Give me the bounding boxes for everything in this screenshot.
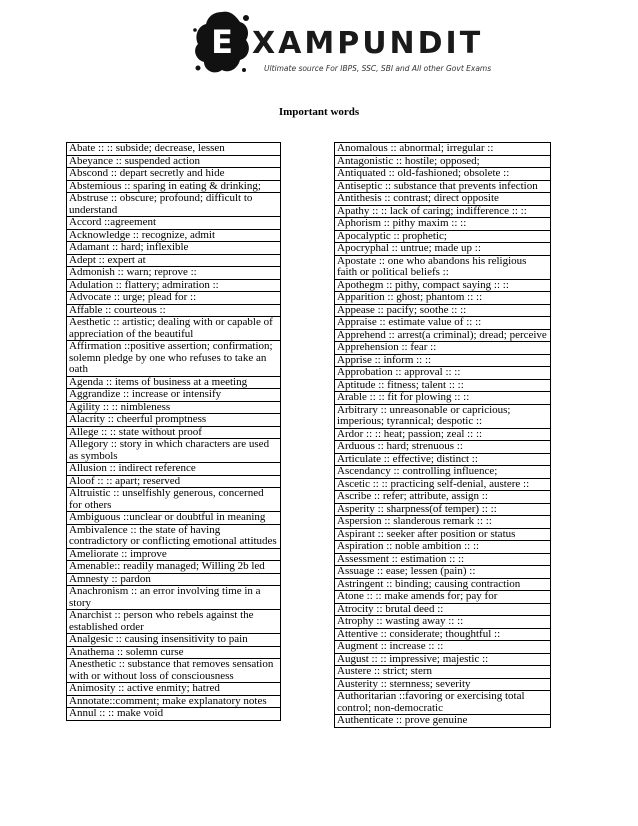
word-row bbox=[67, 683, 281, 696]
word-entry: Adept :: expert at bbox=[67, 254, 281, 267]
word-row bbox=[335, 691, 551, 715]
word-entry: Assessment :: estimation :: :: bbox=[335, 553, 551, 566]
word-row bbox=[67, 475, 281, 488]
word-row bbox=[67, 217, 281, 230]
word-entry: Aggrandize :: increase or intensify bbox=[67, 389, 281, 402]
word-row bbox=[335, 578, 551, 591]
word-entry: Adulation :: flattery; admiration :: bbox=[67, 279, 281, 292]
word-row bbox=[67, 586, 281, 610]
word-entry: Aspersion :: slanderous remark :: :: bbox=[335, 516, 551, 529]
word-row bbox=[67, 180, 281, 193]
word-entry: Atrocity :: brutal deed :: bbox=[335, 603, 551, 616]
word-entry: Abate :: :: subside; decrease, lessen bbox=[67, 143, 281, 156]
word-row bbox=[67, 389, 281, 402]
word-row bbox=[67, 426, 281, 439]
word-entry: Anesthetic :: substance that removes sensation with or without loss of consciousness bbox=[67, 659, 281, 683]
word-entry: Anarchist :: person who rebels against the established order bbox=[67, 610, 281, 634]
word-entry: Atrophy :: wasting away :: :: bbox=[335, 616, 551, 629]
word-row bbox=[335, 168, 551, 181]
word-entry: Animosity :: active enmity; hatred bbox=[67, 683, 281, 696]
word-entry: Austerity :: sternness; severity bbox=[335, 678, 551, 691]
word-row bbox=[67, 267, 281, 280]
word-row bbox=[335, 205, 551, 218]
word-row bbox=[335, 292, 551, 305]
word-row bbox=[67, 155, 281, 168]
word-entry: Allege :: :: state without proof bbox=[67, 426, 281, 439]
word-entry: Acknowledge :: recognize, admit bbox=[67, 229, 281, 242]
word-entry: Antiseptic :: substance that prevents infection bbox=[335, 180, 551, 193]
word-entry: Austere :: strict; stern bbox=[335, 666, 551, 679]
word-row bbox=[335, 155, 551, 168]
word-row bbox=[67, 695, 281, 708]
logo-letter: E bbox=[211, 23, 233, 61]
word-entry: Appraise :: estimate value of :: :: bbox=[335, 317, 551, 330]
word-row bbox=[67, 573, 281, 586]
word-entry: Appease :: pacify; soothe :: :: bbox=[335, 304, 551, 317]
word-row bbox=[67, 561, 281, 574]
word-row bbox=[67, 512, 281, 525]
word-row bbox=[335, 428, 551, 441]
word-entry: Accord ::agreement bbox=[67, 217, 281, 230]
word-entry: Arduous :: hard; strenuous :: bbox=[335, 441, 551, 454]
word-entry: Ascetic :: :: practicing self-denial, austere :: bbox=[335, 478, 551, 491]
word-entry: Aspiration :: noble ambition :: :: bbox=[335, 541, 551, 554]
word-row bbox=[335, 491, 551, 504]
word-row bbox=[67, 292, 281, 305]
word-row bbox=[67, 242, 281, 255]
word-row bbox=[335, 218, 551, 231]
word-entry: Antiquated :: old-fashioned; obsolete :: bbox=[335, 168, 551, 181]
word-row bbox=[335, 279, 551, 292]
word-entry: Ambivalence :: the state of having contradictory or conflicting emotional attitudes bbox=[67, 524, 281, 548]
word-row bbox=[335, 591, 551, 604]
word-row bbox=[335, 641, 551, 654]
word-row bbox=[335, 379, 551, 392]
word-entry: Attentive :: considerate; thoughtful :: bbox=[335, 628, 551, 641]
word-table-left bbox=[66, 142, 281, 721]
word-entry: Astringent :: binding; causing contraction bbox=[335, 578, 551, 591]
word-entry: Affirmation ::positive assertion; confirmation; solemn pledge by one who refuses to take an oath bbox=[67, 341, 281, 377]
word-row bbox=[67, 401, 281, 414]
word-row bbox=[67, 304, 281, 317]
word-row bbox=[335, 317, 551, 330]
word-entry: Apprise :: inform :: :: bbox=[335, 354, 551, 367]
word-row bbox=[335, 603, 551, 616]
word-entry: Apocalyptic :: prophetic; bbox=[335, 230, 551, 243]
word-row bbox=[335, 404, 551, 428]
word-entry: Analgesic :: causing insensitivity to pain bbox=[67, 634, 281, 647]
word-row bbox=[335, 230, 551, 243]
word-entry: Abstemious :: sparing in eating & drinking; bbox=[67, 180, 281, 193]
word-row bbox=[67, 548, 281, 561]
word-entry: Augment :: increase :: :: bbox=[335, 641, 551, 654]
word-row bbox=[67, 708, 281, 721]
word-row bbox=[67, 463, 281, 476]
word-row bbox=[335, 528, 551, 541]
word-row bbox=[335, 453, 551, 466]
word-row bbox=[335, 466, 551, 479]
logo-text: XAMPUNDIT bbox=[252, 26, 484, 61]
word-entry: Aptitude :: fitness; talent :: :: bbox=[335, 379, 551, 392]
word-row bbox=[67, 439, 281, 463]
ink-splash-icon bbox=[192, 8, 252, 78]
word-entry: Agenda :: items of business at a meeting bbox=[67, 376, 281, 389]
word-row bbox=[67, 317, 281, 341]
word-entry: Apathy :: :: lack of caring; indifference :: :: bbox=[335, 205, 551, 218]
word-row bbox=[335, 354, 551, 367]
word-row bbox=[335, 143, 551, 156]
word-entry: Ascribe :: refer; attribute, assign :: bbox=[335, 491, 551, 504]
word-entry: Amnesty :: pardon bbox=[67, 573, 281, 586]
word-row bbox=[335, 628, 551, 641]
word-row bbox=[335, 516, 551, 529]
word-entry: Articulate :: effective; distinct :: bbox=[335, 453, 551, 466]
word-entry: Approbation :: approval :: :: bbox=[335, 367, 551, 380]
word-entry: Antithesis :: contrast; direct opposite bbox=[335, 193, 551, 206]
word-row bbox=[67, 659, 281, 683]
word-entry: Apostate :: one who abandons his religious faith or political beliefs :: bbox=[335, 255, 551, 279]
word-entry: Ambiguous ::unclear or doubtful in meaning bbox=[67, 512, 281, 525]
word-entry: Alacrity :: cheerful promptness bbox=[67, 414, 281, 427]
word-entry: Authenticate :: prove genuine bbox=[335, 715, 551, 728]
word-entry: Aloof :: :: apart; reserved bbox=[67, 475, 281, 488]
word-row bbox=[67, 414, 281, 427]
word-row bbox=[67, 646, 281, 659]
word-row bbox=[335, 478, 551, 491]
word-entry: Abstruse :: obscure; profound; difficult to understand bbox=[67, 193, 281, 217]
word-entry: Allusion :: indirect reference bbox=[67, 463, 281, 476]
word-entry: Anomalous :: abnormal; irregular :: bbox=[335, 143, 551, 156]
word-entry: Antagonistic :: hostile; opposed; bbox=[335, 155, 551, 168]
word-entry: Ascendancy :: controlling influence; bbox=[335, 466, 551, 479]
word-entry: Amenable:: readily managed; Willing 2b led bbox=[67, 561, 281, 574]
word-entry: Anachronism :: an error involving time in a story bbox=[67, 586, 281, 610]
logo-tagline: Ultimate source For IBPS, SSC, SBI and All other Govt Exams bbox=[264, 64, 492, 73]
word-row bbox=[335, 367, 551, 380]
word-row bbox=[67, 610, 281, 634]
word-row bbox=[67, 229, 281, 242]
word-entry: Abeyance :: suspended action bbox=[67, 155, 281, 168]
word-row bbox=[67, 168, 281, 181]
word-row bbox=[335, 243, 551, 256]
word-table-right bbox=[334, 142, 551, 728]
word-row bbox=[67, 488, 281, 512]
word-entry: Adamant :: hard; inflexible bbox=[67, 242, 281, 255]
word-entry: Agility :: :: nimbleness bbox=[67, 401, 281, 414]
word-row bbox=[335, 666, 551, 679]
exampundit-logo bbox=[186, 8, 492, 78]
word-entry: Ardor :: :: heat; passion; zeal :: :: bbox=[335, 428, 551, 441]
word-row bbox=[335, 715, 551, 728]
word-row bbox=[67, 376, 281, 389]
word-entry: Allegory :: story in which characters are used as symbols bbox=[67, 439, 281, 463]
word-row bbox=[335, 255, 551, 279]
document-title: Important words bbox=[278, 106, 360, 118]
word-entry: Annotate::comment; make explanatory notes bbox=[67, 695, 281, 708]
word-entry: Affable :: courteous :: bbox=[67, 304, 281, 317]
word-entry: Atone :: :: make amends for; pay for bbox=[335, 591, 551, 604]
word-row bbox=[67, 341, 281, 377]
word-entry: Apparition :: ghost; phantom :: :: bbox=[335, 292, 551, 305]
word-row bbox=[67, 193, 281, 217]
word-row bbox=[335, 180, 551, 193]
word-row bbox=[335, 541, 551, 554]
word-row bbox=[335, 193, 551, 206]
word-row bbox=[335, 553, 551, 566]
word-entry: Apocryphal :: untrue; made up :: bbox=[335, 243, 551, 256]
word-entry: Apprehension :: fear :: bbox=[335, 342, 551, 355]
word-row bbox=[335, 503, 551, 516]
word-row bbox=[335, 342, 551, 355]
word-entry: Aphorism :: pithy maxim :: :: bbox=[335, 218, 551, 231]
word-entry: Arable :: :: fit for plowing :: :: bbox=[335, 392, 551, 405]
word-entry: Admonish :: warn; reprove :: bbox=[67, 267, 281, 280]
word-row bbox=[67, 524, 281, 548]
word-entry: Arbitrary :: unreasonable or capricious; imperious; tyrannical; despotic :: bbox=[335, 404, 551, 428]
word-row bbox=[335, 566, 551, 579]
word-row bbox=[335, 392, 551, 405]
word-entry: Annul :: :: make void bbox=[67, 708, 281, 721]
word-row bbox=[335, 329, 551, 342]
word-entry: Asperity :: sharpness(of temper) :: :: bbox=[335, 503, 551, 516]
word-entry: Authoritarian ::favoring or exercising total control; non-democratic bbox=[335, 691, 551, 715]
word-entry: Assuage :: ease; lessen (pain) :: bbox=[335, 566, 551, 579]
word-row bbox=[335, 653, 551, 666]
word-entry: Aesthetic :: artistic; dealing with or capable of appreciation of the beautiful bbox=[67, 317, 281, 341]
word-row bbox=[67, 634, 281, 647]
word-entry: Ameliorate :: improve bbox=[67, 548, 281, 561]
word-row bbox=[67, 279, 281, 292]
word-row bbox=[335, 678, 551, 691]
word-row bbox=[67, 254, 281, 267]
word-entry: Altruistic :: unselfishly generous, concerned for others bbox=[67, 488, 281, 512]
word-entry: Abscond :: depart secretly and hide bbox=[67, 168, 281, 181]
word-row bbox=[67, 143, 281, 156]
word-entry: Advocate :: urge; plead for :: bbox=[67, 292, 281, 305]
word-row bbox=[335, 304, 551, 317]
word-entry: Aspirant :: seeker after position or status bbox=[335, 528, 551, 541]
word-row bbox=[335, 441, 551, 454]
word-entry: Anathema :: solemn curse bbox=[67, 646, 281, 659]
word-entry: August :: :: impressive; majestic :: bbox=[335, 653, 551, 666]
word-entry: Apothegm :: pithy, compact saying :: :: bbox=[335, 279, 551, 292]
word-entry: Apprehend :: arrest(a criminal); dread; perceive bbox=[335, 329, 551, 342]
word-row bbox=[335, 616, 551, 629]
